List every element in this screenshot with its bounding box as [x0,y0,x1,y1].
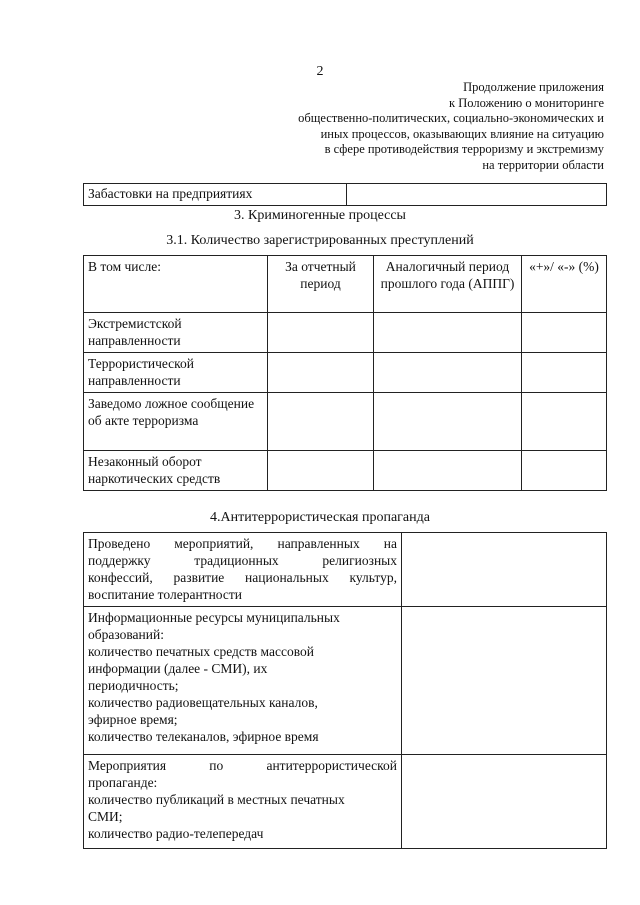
row-label: Незаконный оборот наркотических средств [84,451,268,491]
antiterror-propaganda-label [84,755,402,849]
text-line: количество публикаций в местных печатных [88,792,345,807]
header-note-line: к Положению о мониторинге [449,95,604,110]
table-row [84,393,607,451]
section-4-title: 4.Антитеррористическая пропаганда [210,510,430,525]
table-cell [374,313,522,353]
table-cell [402,755,607,849]
table-row [84,533,607,607]
text-line: поддержку традиционных религиозных [88,553,397,568]
section-3-1-title: 3.1. Количество зарегистрированных преступлений [166,233,474,248]
table-row [84,313,607,353]
table-cell [402,607,607,755]
strikes-table [83,183,607,206]
text-line: Проведено мероприятий, направленных на [88,536,397,551]
crimes-table [83,255,607,491]
table-row [84,353,607,393]
text-line: эфирное время; [88,712,178,727]
text-line: воспитание толерантности [88,587,242,602]
table-row [84,451,607,491]
table-cell [374,353,522,393]
table-cell [268,313,374,353]
column-header-including: В том числе: [84,256,268,313]
text-line: конфессий, развитие национальных культур, [88,570,397,585]
info-resources-label [84,607,402,755]
table-cell [522,393,607,451]
table-cell [522,313,607,353]
propaganda-events-label [84,533,402,607]
text-line: СМИ; [88,809,123,824]
header-note-line: иных процессов, оказывающих влияние на ситуацию [320,126,604,141]
table-row [84,184,607,206]
header-note-line: Продолжение приложения [463,80,604,94]
text-line: количество радио-телепередач [88,826,264,841]
strikes-value-cell [347,184,607,206]
table-cell [522,353,607,393]
column-header-change-percent: «+»/ «-» (%) [522,256,607,313]
table-cell [268,451,374,491]
text-line: пропаганде: [88,775,158,790]
row-label: Террористической направленности [84,353,268,393]
text-line: периодичность; [88,678,179,693]
header-note-line: на территории области [482,157,604,172]
column-header-previous-year: Аналогичный период прошлого года (АППГ) [374,256,522,313]
row-label: Заведомо ложное сообщение об акте терроризма [84,393,268,451]
text-line: количество телеканалов, эфирное время [88,729,319,744]
text-line: Информационные ресурсы муниципальных [88,610,340,625]
table-cell [374,393,522,451]
table-row [84,755,607,849]
table-cell [268,393,374,451]
table-row [84,607,607,755]
propaganda-table [83,532,607,849]
table-header-row [84,256,607,313]
appendix-header-note [224,80,604,173]
text-line: образований: [88,627,164,642]
table-cell [522,451,607,491]
text-line: количество печатных средств массовой [88,644,314,659]
header-note-line: в сфере противодействия терроризму и экстремизму [324,142,604,156]
strikes-label: Забастовки на предприятиях [84,184,347,206]
text-line: информации (далее - СМИ), их [88,661,268,676]
row-label: Экстремистской направленности [84,313,268,353]
table-cell [374,451,522,491]
text-line: количество радиовещательных каналов, [88,695,318,710]
table-cell [402,533,607,607]
header-note-line: общественно-политических, социально-экономических и [298,111,604,125]
page-number: 2 [316,64,324,79]
section-3-title: 3. Криминогенные процессы [234,208,406,223]
text-line: Мероприятия по антитеррористической [88,758,397,773]
column-header-reporting-period: За отчетный период [268,256,374,313]
table-cell [268,353,374,393]
